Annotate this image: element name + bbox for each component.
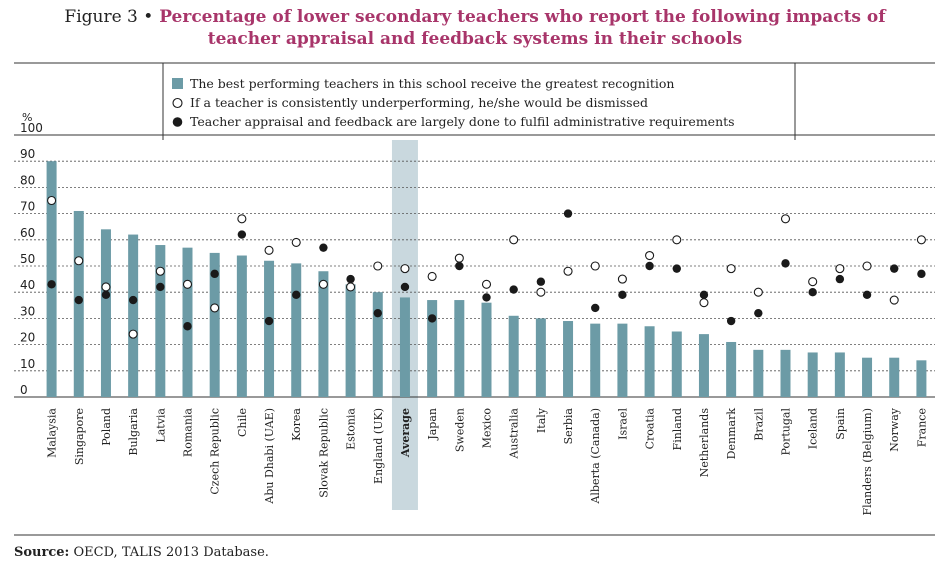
bar — [454, 300, 464, 397]
hollow-marker — [700, 299, 708, 307]
filled-marker — [319, 243, 327, 251]
bar — [509, 316, 519, 397]
category-label: Korea — [290, 408, 304, 441]
hollow-marker — [618, 275, 626, 283]
hollow-marker — [102, 283, 110, 291]
filled-marker — [727, 317, 735, 325]
category-label: Estonia — [344, 408, 358, 450]
bar — [672, 332, 682, 398]
filled-marker — [75, 296, 83, 304]
category-label: Portugal — [779, 408, 793, 456]
chart-frame — [14, 63, 935, 535]
hollow-marker — [809, 278, 817, 286]
hollow-marker — [374, 262, 382, 270]
filled-marker — [564, 209, 572, 217]
filled-marker — [836, 275, 844, 283]
category-label: Bulgaria — [127, 408, 141, 456]
source-label: Source: — [14, 545, 70, 560]
category-label: Denmark — [725, 408, 739, 460]
hollow-marker — [591, 262, 599, 270]
y-tick-label: 0 — [20, 383, 28, 397]
hollow-marker — [319, 280, 327, 288]
hollow-marker — [455, 254, 463, 262]
bar — [346, 284, 356, 397]
y-tick-label: 30 — [20, 304, 36, 319]
bars — [47, 161, 927, 397]
filled-marker — [183, 322, 191, 330]
category-label: Croatia — [643, 408, 657, 450]
category-label: Romania — [181, 408, 195, 458]
bar — [753, 350, 763, 397]
hollow-marker — [184, 280, 192, 288]
bar — [536, 318, 546, 397]
category-label: Norway — [888, 408, 902, 452]
legend-swatch-filled — [173, 117, 183, 127]
hollow-marker — [727, 265, 735, 273]
category-label: Israel — [616, 408, 630, 440]
hollow-marker — [156, 267, 164, 275]
y-tick-label: 20 — [20, 330, 36, 345]
y-tick-label: 80 — [20, 173, 36, 188]
source-text: OECD, TALIS 2013 Database. — [73, 545, 269, 560]
filled-marker — [156, 283, 164, 291]
category-label: Slovak Republic — [317, 408, 331, 498]
filled-marker — [428, 314, 436, 322]
hollow-marker — [428, 272, 436, 280]
category-label: Japan — [426, 408, 440, 440]
y-tick-label: 10 — [20, 356, 36, 371]
legend-label: The best performing teachers in this school receive the greatest recognition — [190, 76, 675, 91]
filled-marker — [129, 296, 137, 304]
filled-marker — [374, 309, 382, 317]
filled-marker — [700, 291, 708, 299]
bar — [291, 263, 301, 397]
filled-marker — [482, 293, 490, 301]
filled-marker — [102, 291, 110, 299]
legend-label: If a teacher is consistently underperforming, he/she would be dismissed — [190, 95, 648, 110]
bar — [237, 256, 247, 397]
gridlines — [14, 135, 935, 397]
hollow-marker — [754, 288, 762, 296]
bar — [264, 261, 274, 397]
filled-marker — [47, 280, 55, 288]
bar — [101, 229, 111, 397]
bar — [808, 352, 818, 397]
bar — [563, 321, 573, 397]
figure-number: Figure 3 • — [64, 7, 154, 27]
hollow-marker — [265, 246, 273, 254]
hollow-marker — [48, 197, 56, 205]
hollow-marker — [483, 280, 491, 288]
hollow-marker — [347, 283, 355, 291]
bar — [128, 235, 138, 397]
category-label: Singapore — [72, 408, 86, 466]
category-label: Spain — [833, 408, 847, 440]
legend — [172, 76, 735, 129]
category-label: Iceland — [806, 408, 820, 450]
filled-marker — [401, 283, 409, 291]
filled-marker — [645, 262, 653, 270]
legend-swatch-bar — [172, 78, 183, 89]
category-label: Abu Dhabi (UAE) — [263, 408, 277, 504]
hollow-marker — [564, 267, 572, 275]
filled-marker — [455, 262, 463, 270]
category-label: England (UK) — [371, 408, 385, 484]
bar — [781, 350, 791, 397]
bar — [617, 324, 627, 397]
filled-marker — [673, 264, 681, 272]
filled-marker — [754, 309, 762, 317]
category-label: Latvia — [154, 408, 168, 443]
category-label: Australia — [507, 408, 521, 459]
chart-title: Percentage of lower secondary teachers who report the following impacts of teacher appraisal and feedback systems in their schools — [159, 7, 886, 49]
bar — [726, 342, 736, 397]
y-tick-label: 50 — [20, 252, 36, 266]
category-label: Flanders (Belgium) — [861, 408, 875, 516]
filled-marker — [781, 259, 789, 267]
filled-marker — [509, 285, 517, 293]
hollow-marker — [292, 238, 300, 246]
hollow-marker — [782, 215, 790, 223]
hollow-marker — [537, 288, 545, 296]
category-label: Finland — [670, 408, 684, 451]
filled-marker — [346, 275, 354, 283]
category-label: Serbia — [562, 408, 576, 445]
bar — [590, 324, 600, 397]
bar — [318, 271, 328, 397]
category-label: Malaysia — [45, 408, 59, 458]
bar — [699, 334, 709, 397]
filled-marker — [537, 278, 545, 286]
y-axis-label: % — [22, 111, 33, 124]
hollow-marker — [836, 265, 844, 273]
y-tick-label: 100 — [20, 121, 43, 135]
category-label: Italy — [534, 408, 548, 434]
category-label: Average — [398, 408, 412, 458]
hollow-marker — [510, 236, 518, 244]
category-label: Poland — [99, 408, 113, 446]
bar — [916, 360, 926, 397]
hollow-marker — [917, 236, 925, 244]
category-label: France — [915, 408, 929, 448]
bar — [645, 326, 655, 397]
hollow-marker — [673, 236, 681, 244]
filled-marker — [292, 291, 300, 299]
hollow-marker — [75, 257, 83, 265]
y-tick-label: 40 — [20, 278, 36, 293]
hollow-marker — [863, 262, 871, 270]
category-label: Brazil — [752, 408, 766, 441]
filled-marker — [591, 304, 599, 312]
category-label: Sweden — [453, 408, 467, 453]
hollow-marker — [401, 265, 409, 273]
hollow-marker — [238, 215, 246, 223]
bar — [835, 352, 845, 397]
category-label: Alberta (Canada) — [589, 408, 603, 504]
hollow-marker — [646, 252, 654, 260]
legend-swatch-hollow — [173, 99, 182, 108]
category-label: Chile — [235, 408, 249, 438]
filled-marker — [863, 291, 871, 299]
y-tick-label: 60 — [20, 225, 36, 240]
bar — [482, 303, 492, 397]
bar — [373, 292, 383, 397]
y-tick-label: 70 — [20, 199, 36, 214]
filled-marker — [808, 288, 816, 296]
category-label: Mexico — [480, 408, 494, 449]
hollow-marker — [211, 304, 219, 312]
hollow-marker — [890, 296, 898, 304]
filled-marker — [890, 264, 898, 272]
filled-marker — [618, 291, 626, 299]
filled-marker — [265, 317, 273, 325]
category-label: Czech Republic — [208, 408, 222, 495]
bar — [862, 358, 872, 397]
filled-marker — [210, 270, 218, 278]
hollow-marker — [129, 330, 137, 338]
y-axis — [20, 111, 43, 397]
bar — [400, 297, 410, 397]
legend-label: Teacher appraisal and feedback are largely done to fulfil administrative requirements — [190, 114, 735, 129]
y-tick-label: 90 — [20, 147, 36, 162]
filled-marker — [917, 270, 925, 278]
filled-marker — [238, 230, 246, 238]
bar — [889, 358, 899, 397]
x-axis — [46, 407, 929, 515]
source-note — [14, 545, 269, 560]
category-label: Netherlands — [697, 408, 711, 478]
